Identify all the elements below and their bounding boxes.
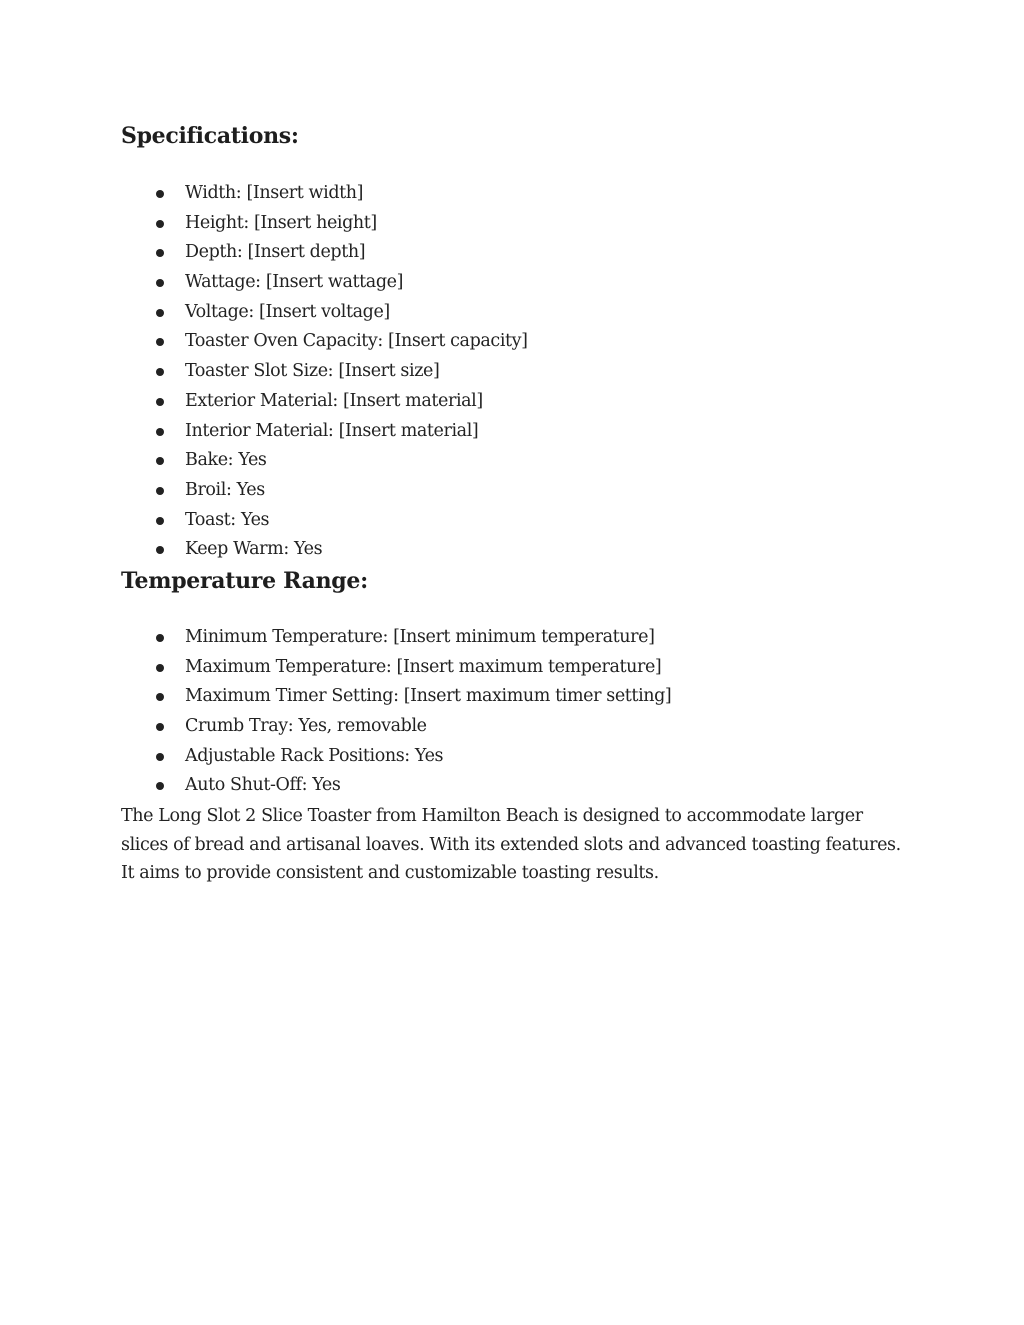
list-item: [121, 653, 671, 683]
list-item: [121, 682, 671, 712]
bullet-icon: [156, 487, 164, 495]
list-item-text: Wattage: [Insert wattage]: [185, 272, 404, 293]
list-item-text: Depth: [Insert depth]: [185, 242, 366, 263]
list-item-text: Bake: Yes: [185, 450, 267, 471]
list-item: [121, 771, 671, 801]
bullet-icon: [156, 517, 164, 525]
list-item: [121, 712, 671, 742]
bullet-icon: [156, 634, 164, 642]
list-item-text: Voltage: [Insert voltage]: [185, 301, 390, 322]
list-item: [121, 387, 528, 417]
specifications-heading: Specifications:: [121, 123, 299, 149]
bullet-icon: [156, 338, 164, 346]
bullet-icon: [156, 753, 164, 761]
bullet-icon: [156, 279, 164, 287]
list-item-text: Keep Warm: Yes: [185, 539, 323, 560]
temperature-range-heading: Temperature Range:: [121, 568, 368, 594]
bullet-icon: [156, 220, 164, 228]
list-item-text: Minimum Temperature: [Insert minimum temperature]: [185, 627, 655, 647]
list-item: [121, 327, 528, 357]
bullet-icon: [156, 782, 164, 790]
list-item: [121, 446, 528, 476]
list-item-text: Auto Shut-Off: Yes: [185, 775, 341, 796]
list-item-text: Maximum Timer Setting: [Insert maximum timer setting]: [185, 686, 672, 707]
list-item: [121, 268, 528, 298]
list-item-text: Width: [Insert width]: [185, 183, 364, 203]
list-item-text: Toast: Yes: [185, 509, 270, 530]
list-item: [121, 238, 528, 268]
specifications-list: [121, 179, 528, 565]
list-item: [121, 298, 528, 328]
bullet-icon: [156, 398, 164, 406]
bullet-icon: [156, 546, 164, 554]
list-item: [121, 417, 528, 447]
bullet-icon: [156, 368, 164, 376]
temperature-range-list: [121, 623, 671, 801]
list-item-text: Broil: Yes: [185, 479, 265, 500]
list-item: [121, 179, 528, 209]
bullet-icon: [156, 428, 164, 436]
description-paragraph: The Long Slot 2 Slice Toaster from Hamilton Beach is designed to accommodate larger slices of bread and artisanal loaves. With its extended slots and advanced toasting features. It aims to provide consistent and customizable toasting results.: [121, 806, 901, 883]
list-item-text: Toaster Slot Size: [Insert size]: [185, 361, 440, 382]
bullet-icon: [156, 664, 164, 672]
list-item: [121, 476, 528, 506]
bullet-icon: [156, 457, 164, 465]
bullet-icon: [156, 190, 164, 198]
list-item: [121, 506, 528, 536]
list-item: [121, 209, 528, 239]
list-item: [121, 535, 528, 565]
bullet-icon: [156, 693, 164, 701]
list-item: [121, 742, 671, 772]
bullet-icon: [156, 723, 164, 731]
list-item-text: Interior Material: [Insert material]: [185, 420, 479, 441]
list-item-text: Exterior Material: [Insert material]: [185, 390, 483, 411]
list-item-text: Toaster Oven Capacity: [Insert capacity]: [185, 331, 528, 352]
list-item-text: Adjustable Rack Positions: Yes: [185, 745, 444, 766]
list-item-text: Crumb Tray: Yes, removable: [185, 716, 427, 737]
list-item: [121, 357, 528, 387]
list-item: [121, 623, 671, 653]
bullet-icon: [156, 249, 164, 257]
list-item-text: Maximum Temperature: [Insert maximum temperature]: [185, 656, 662, 677]
list-item-text: Height: [Insert height]: [185, 212, 377, 233]
bullet-icon: [156, 309, 164, 317]
